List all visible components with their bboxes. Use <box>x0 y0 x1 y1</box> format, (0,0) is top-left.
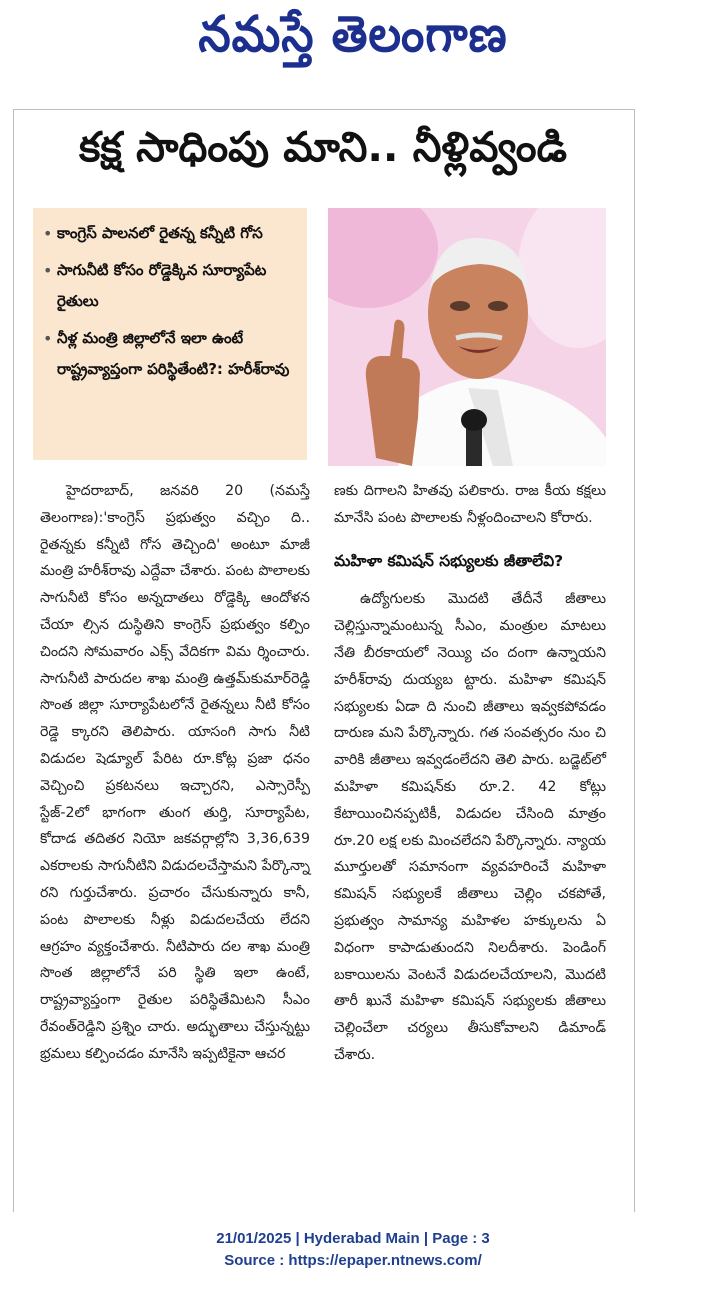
highlight-item <box>43 255 299 317</box>
masthead <box>0 0 706 80</box>
newspaper-title: నమస్తే తెలంగాణ <box>198 4 508 63</box>
highlight-item <box>43 218 299 249</box>
bullet-icon: • <box>43 261 53 280</box>
highlight-text: నీళ్ల మంత్రి జిల్లాలోనే ఇలా ఉంటే రాష్ట్రవ్యాప్తంగా పరిస్థితేంటి?: హరీశ్‌రావు <box>57 329 290 378</box>
highlight-item <box>43 323 299 385</box>
bullet-icon: • <box>43 224 53 243</box>
article-body-paragraph: ఉద్యోగులకు మొదటి తేదీనే జీతాలు చెల్లిస్తున్నామంటున్న సీఎం, మంత్రుల మాటలు నేతి బీరకాయలో నెయ్యి చం దంగా ఉన్నాయని హరీశ్‌రావు దుయ్యబ ట్టారు. మహిళా కమిషన్ సభ్యులకు ఏడా ది నుంచి జీతాలు ఇవ్వకపోవడం దారుణ మని పేర్కొన్నారు. గత సంవత్సరం నుం చి వారికి జీతాలు ఇవ్వడంలేదని తెలి పారు. బడ్జెట్‌లో మహిళా కమిషన్‌కు రూ.2. 42 కోట్లు కేటాయించినప్పటికీ, విడుదల చేసింది మాత్రం రూ.20 లక్ష లకు మించలేదని పేర్కొన్నారు. న్యాయ మూర్తులతో సమానంగా వ్యవహరించే మహిళా కమిషన్ సభ్యులకే జీతాలు చెల్లిం చకపోతే, ప్రభుత్వం సామాన్య మహిళల హక్కులను ఏ విధంగా కాపాడుతుందని నిలదీశారు. పెండింగ్ బకాయిలను వెంటనే విడుదలచేయాలని, మొదటి తారీ ఖునే మహిళా కమిషన్ సభ్యులకు జీతాలు చెల్లించేలా చర్యలు తీసుకోవాలని డిమాండ్ చేశారు. <box>334 591 606 1063</box>
article-subheading: మహిళా కమిషన్ సభ్యులకు జీతాలేవి? <box>334 551 564 570</box>
speaker-photo <box>328 208 606 466</box>
article-column-right <box>334 478 606 1069</box>
page-footer <box>0 1228 706 1272</box>
article-headline: కక్ష సాధింపు మాని.. నీళ్లివ్వండి <box>79 123 567 171</box>
highlight-text: సాగునీటి కోసం రోడ్డెక్కిన సూర్యాపేట రైతులు <box>57 261 267 310</box>
article-column-left <box>40 478 310 1068</box>
article-body-paragraph: హైదరాబాద్, జనవరి 20 (నమస్తే తెలంగాణ):'కాంగ్రెస్ ప్రభుత్వం వచ్చిం ది.. రైతన్నకు కన్నీటి గోస తెచ్చింది' అంటూ మాజీ మంత్రి హరీశ్‌రావు ఎద్దేవా చేశారు. పంట పొలాలకు సాగునీటి కోసం అన్నదాతలు రోడ్డెక్కి ఆందోళన చేయా ల్సిన దుస్థితిని కాంగ్రెస్ ప్రభుత్వం కల్పిం చిందని సోమవారం ఎక్స్ వేదికగా విమ ర్శించారు. సాగునీటి పారుదల శాఖ మంత్రి ఉత్తమ్‌కుమార్‌రెడ్డి సొంత జిల్లా సూర్యాపేటలోనే రైతన్నలు నీటి కోసం రెడ్డె క్కారని తెలిపారు. యాసంగి సాగు నీటి విడుదల షెడ్యూల్ పేరిట రూ.కోట్ల ప్రజా ధనం వెచ్చించి ప్రకటనలు ఇచ్చారని, ఎస్సారెస్పీ స్టేజ్-2లో భాగంగా తుంగ తుర్తి, సూర్యాపేట, కోదాడ తదితర నియో జకవర్గాల్లోని 3,36,639 ఎకరాలకు సాగునీటిని విడుదలచేస్తామని పేర్కొన్నా రని గుర్తుచేశారు. ప్రచారం చేసుకున్నారు కానీ, పంట పొలాలకు నీళ్లు విడుదలచేయ లేదని ఆగ్రహం వ్యక్తంచేశారు. నీటిపారు దల శాఖ మంత్రి సొంత జిల్లాలోనే పరి స్థితి ఇలా ఉంటే, రాష్ట్రవ్యాప్తంగా రైతుల పరిస్థితేమిటని సీఎం రేవంత్‌రెడ్డిని ప్రశ్నిం చారు. అద్భుతాలు చేస్తున్నట్టు భ్రమలు కల్పించడం మానేసి ఇప్పటికైనా ఆచర <box>40 483 310 1062</box>
article-body-paragraph: ణకు దిగాలని హితవు పలికారు. రాజ కీయ కక్షలు మానేసి పంట పొలాలకు నీళ్లందించాలని కోరారు. <box>334 483 606 526</box>
source-link[interactable]: Source : https://epaper.ntnews.com/ <box>224 1252 482 1269</box>
highlights-box <box>33 208 307 460</box>
edition-info: 21/01/2025 | Hyderabad Main | Page : 3 <box>216 1230 490 1247</box>
highlight-text: కాంగ్రెస్ పాలనలో రైతన్న కన్నీటి గోస <box>57 224 263 242</box>
bullet-icon: • <box>43 329 53 348</box>
speaker-photo-illustration <box>328 208 606 466</box>
